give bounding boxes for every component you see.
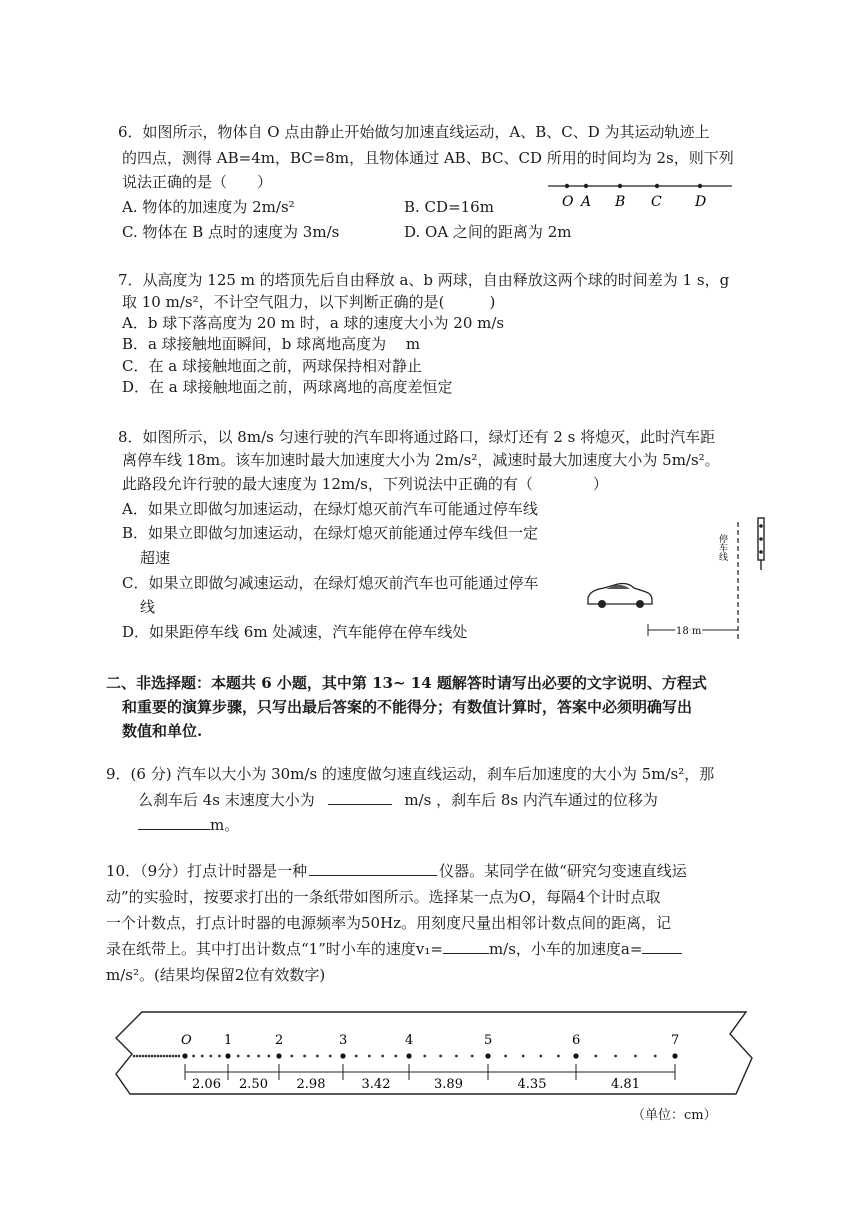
- q9-line3: [138, 815, 239, 835]
- q10-unit-label: （单位：cm）: [632, 1108, 717, 1123]
- q9-line2: [138, 790, 658, 810]
- tape-dot: [329, 1055, 332, 1058]
- tape-dot: [145, 1055, 148, 1058]
- tape-dot: [522, 1055, 525, 1058]
- counting-point: [276, 1053, 281, 1058]
- q8-line1: 8．如图所示，以 8m/s 匀速行驶的汽车即将通过路口，绿灯还有 2 s 将熄灭，此时汽车距: [118, 428, 716, 446]
- q10-blank-v1[interactable]: [443, 939, 489, 954]
- tape-dot: [133, 1055, 136, 1058]
- tape-dot: [423, 1055, 426, 1058]
- tape-dot: [539, 1055, 542, 1058]
- q10-line4-text-a: 录在纸带上。其中打出计数点“1”时小车的速度v₁=: [106, 940, 443, 958]
- q9-line3-text: m。: [210, 816, 240, 834]
- tape-dot: [154, 1055, 157, 1058]
- car-icon: [588, 584, 652, 609]
- counting-point: [225, 1053, 230, 1058]
- q10-line2: 动”的实验时，按要求打出的一条纸带如图所示。选择某一点为O，每隔4个计时点取: [106, 888, 661, 906]
- q8-option-b-line1: B．如果立即做匀加速运动，在绿灯熄灭前能通过停车线但一定: [122, 524, 539, 542]
- q10-line1-text-b: 仪器。某同学在做“研究匀变速直线运: [439, 862, 687, 880]
- tape-dot: [209, 1055, 212, 1058]
- q6-option-a: A. 物体的加速度为 2m/s²: [122, 198, 295, 216]
- counting-point-label: 7: [671, 1033, 680, 1048]
- tape-dot: [237, 1055, 240, 1058]
- q8-line2: 离停车线 18m。该车加速时最大加速度大小为 2m/s²，减速时最大加速度大小为 5m/s²。: [122, 451, 720, 469]
- tape-dot: [160, 1055, 163, 1058]
- tape-dot: [139, 1055, 142, 1058]
- distance-value: 2.06: [192, 1077, 221, 1092]
- tape-dot: [654, 1055, 657, 1058]
- q8-option-a: A．如果立即做匀加速运动，在绿灯熄灭前汽车可能通过停车线: [122, 500, 538, 518]
- stop-line-label: 停车线: [717, 534, 727, 561]
- distance-value: 4.81: [611, 1077, 640, 1092]
- section2-header-line1: 二、非选择题：本题共 6 小题，其中第 13~ 14 题解答时请写出必要的文字说明、方程式: [106, 674, 707, 692]
- counting-point-label: 1: [224, 1033, 233, 1048]
- tape-dot: [157, 1055, 160, 1058]
- counting-point-label: 6: [572, 1033, 581, 1048]
- counting-point: [340, 1053, 345, 1058]
- q9-line1: 9．(6 分) 汽车以大小为 30m/s 的速度做匀速直线运动，刹车后加速度的大小为 5m/s²，那: [106, 765, 715, 783]
- section2-header-line2: 和重要的演算步骤，只写出最后答案的不能得分；有数值计算时，答案中必须明确写出: [122, 698, 693, 716]
- counting-point: [573, 1053, 578, 1058]
- q7-line2: 取 10 m/s²，不计空气阻力，以下判断正确的是( ): [122, 293, 496, 311]
- q6-option-b: B. CD=16m: [404, 198, 494, 216]
- counting-point-label: 3: [339, 1033, 348, 1048]
- tape-dot: [163, 1055, 166, 1058]
- tape-dot: [247, 1055, 250, 1058]
- tape-dot: [594, 1055, 597, 1058]
- distance-value: 3.89: [434, 1077, 463, 1092]
- tape-dot: [381, 1055, 384, 1058]
- q9-blank-displacement[interactable]: [138, 815, 210, 830]
- q10-line3: 一个计数点，打点计时器的电源频率为50Hz。用刻度尺量出相邻计数点间的距离，记: [106, 914, 672, 932]
- counting-point: [182, 1053, 187, 1058]
- q8-road-diagram: [580, 512, 775, 648]
- tape-dot: [394, 1055, 397, 1058]
- q10-paper-tape-diagram: [112, 1008, 762, 1098]
- q10-line5: m/s²。(结果均保留2位有效数字): [106, 966, 326, 984]
- q8-option-c-line2: 线: [140, 598, 156, 616]
- tape-dot: [267, 1055, 270, 1058]
- q7-option-c: C．在 a 球接触地面之前，两球保持相对静止: [122, 357, 422, 375]
- q9-line2-text-b: m/s ，刹车后 8s 内汽车通过的位移为: [404, 791, 658, 809]
- q9-line2-text-a: 么刹车后 4s 末速度大小为: [138, 791, 315, 809]
- section2-header-line3: 数值和单位.: [122, 722, 203, 740]
- q8-option-d: D．如果距停车线 6m 处减速，汽车能停在停车线处: [122, 623, 468, 641]
- q10-line1: [106, 861, 687, 881]
- q6-option-c: C. 物体在 B 点时的速度为 3m/s: [122, 223, 340, 241]
- q6-trajectory-diagram: [540, 176, 740, 210]
- tape-dot: [471, 1055, 474, 1058]
- q6-line3: 说法正确的是（ ）: [122, 173, 273, 191]
- tape-dot: [148, 1055, 151, 1058]
- tape-dot: [455, 1055, 458, 1058]
- tape-dot: [175, 1055, 178, 1058]
- distance-value: 2.50: [239, 1077, 268, 1092]
- tape-dot: [172, 1055, 175, 1058]
- tape-dot: [504, 1055, 507, 1058]
- tape-dot: [178, 1055, 181, 1058]
- tape-dot: [316, 1055, 319, 1058]
- tape-dot: [303, 1055, 306, 1058]
- q6-option-d: D. OA 之间的距离为 2m: [404, 223, 572, 241]
- q8-option-b-line2: 超速: [140, 549, 171, 567]
- q7-option-b: B．a 球接触地面瞬间，b 球离地高度为 m: [122, 335, 421, 353]
- distance-label: 18 m: [676, 626, 702, 637]
- q6-line1: 6．如图所示，物体自 O 点由静止开始做匀加速直线运动，A、B、C、D 为其运动轨迹上: [118, 123, 710, 141]
- tape-dot: [634, 1055, 637, 1058]
- q10-blank-instrument[interactable]: [309, 861, 437, 876]
- q7-option-d: D．在 a 球接触地面之前，两球离地的高度差恒定: [122, 378, 453, 396]
- distance-value: 2.98: [296, 1077, 326, 1092]
- q10-line4: [106, 939, 682, 959]
- q10-line1-text-a: 10．（9分）打点计时器是一种: [106, 862, 308, 880]
- q9-blank-velocity[interactable]: [328, 790, 392, 805]
- tape-dot: [169, 1055, 172, 1058]
- point-c-label: C: [651, 194, 662, 210]
- tape-dot: [201, 1055, 204, 1058]
- tape-dot: [166, 1055, 169, 1058]
- counting-point-label: 5: [484, 1033, 493, 1048]
- tape-dot: [355, 1055, 358, 1058]
- counting-point-label: 2: [275, 1033, 284, 1048]
- counting-point-label: O: [181, 1033, 192, 1048]
- tape-dot: [142, 1055, 145, 1058]
- q8-option-c-line1: C．如果立即做匀减速运动，在绿灯熄灭前汽车也可能通过停车: [122, 574, 539, 592]
- tape-dot: [614, 1055, 617, 1058]
- tape-dot: [557, 1055, 560, 1058]
- counting-point-label: 4: [405, 1033, 414, 1048]
- tape-dot: [151, 1055, 154, 1058]
- tape-dot: [192, 1055, 195, 1058]
- point-a-label: A: [581, 194, 592, 210]
- q8-line3: 此路段允许行驶的最大速度为 12m/s，下列说法中正确的有（ ）: [122, 475, 608, 493]
- tape-dot: [218, 1055, 221, 1058]
- q6-line2: 的四点，测得 AB=4m，BC=8m，且物体通过 AB、BC、CD 所用的时间均为 2s，则下列: [122, 149, 734, 167]
- tape-dot: [290, 1055, 293, 1058]
- counting-point: [485, 1053, 490, 1058]
- distance-value: 3.42: [361, 1077, 391, 1092]
- q10-line4-text-b: m/s，小车的加速度a=: [488, 940, 643, 958]
- point-o-label: O: [562, 194, 574, 210]
- counting-point: [406, 1053, 411, 1058]
- q10-blank-acceleration[interactable]: [642, 939, 682, 954]
- distance-value: 4.35: [517, 1077, 547, 1092]
- tape-dot: [257, 1055, 260, 1058]
- q7-line1: 7．从高度为 125 m 的塔顶先后自由释放 a、b 两球，自由释放这两个球的时间差为 1 s，g: [118, 271, 730, 289]
- q7-option-a: A．b 球下落高度为 20 m 时，a 球的速度大小为 20 m/s: [122, 314, 505, 332]
- counting-point: [672, 1053, 677, 1058]
- point-d-label: D: [695, 194, 707, 210]
- tape-dot: [368, 1055, 371, 1058]
- point-b-label: B: [615, 194, 626, 210]
- tape-dot: [136, 1055, 139, 1058]
- tape-dot: [439, 1055, 442, 1058]
